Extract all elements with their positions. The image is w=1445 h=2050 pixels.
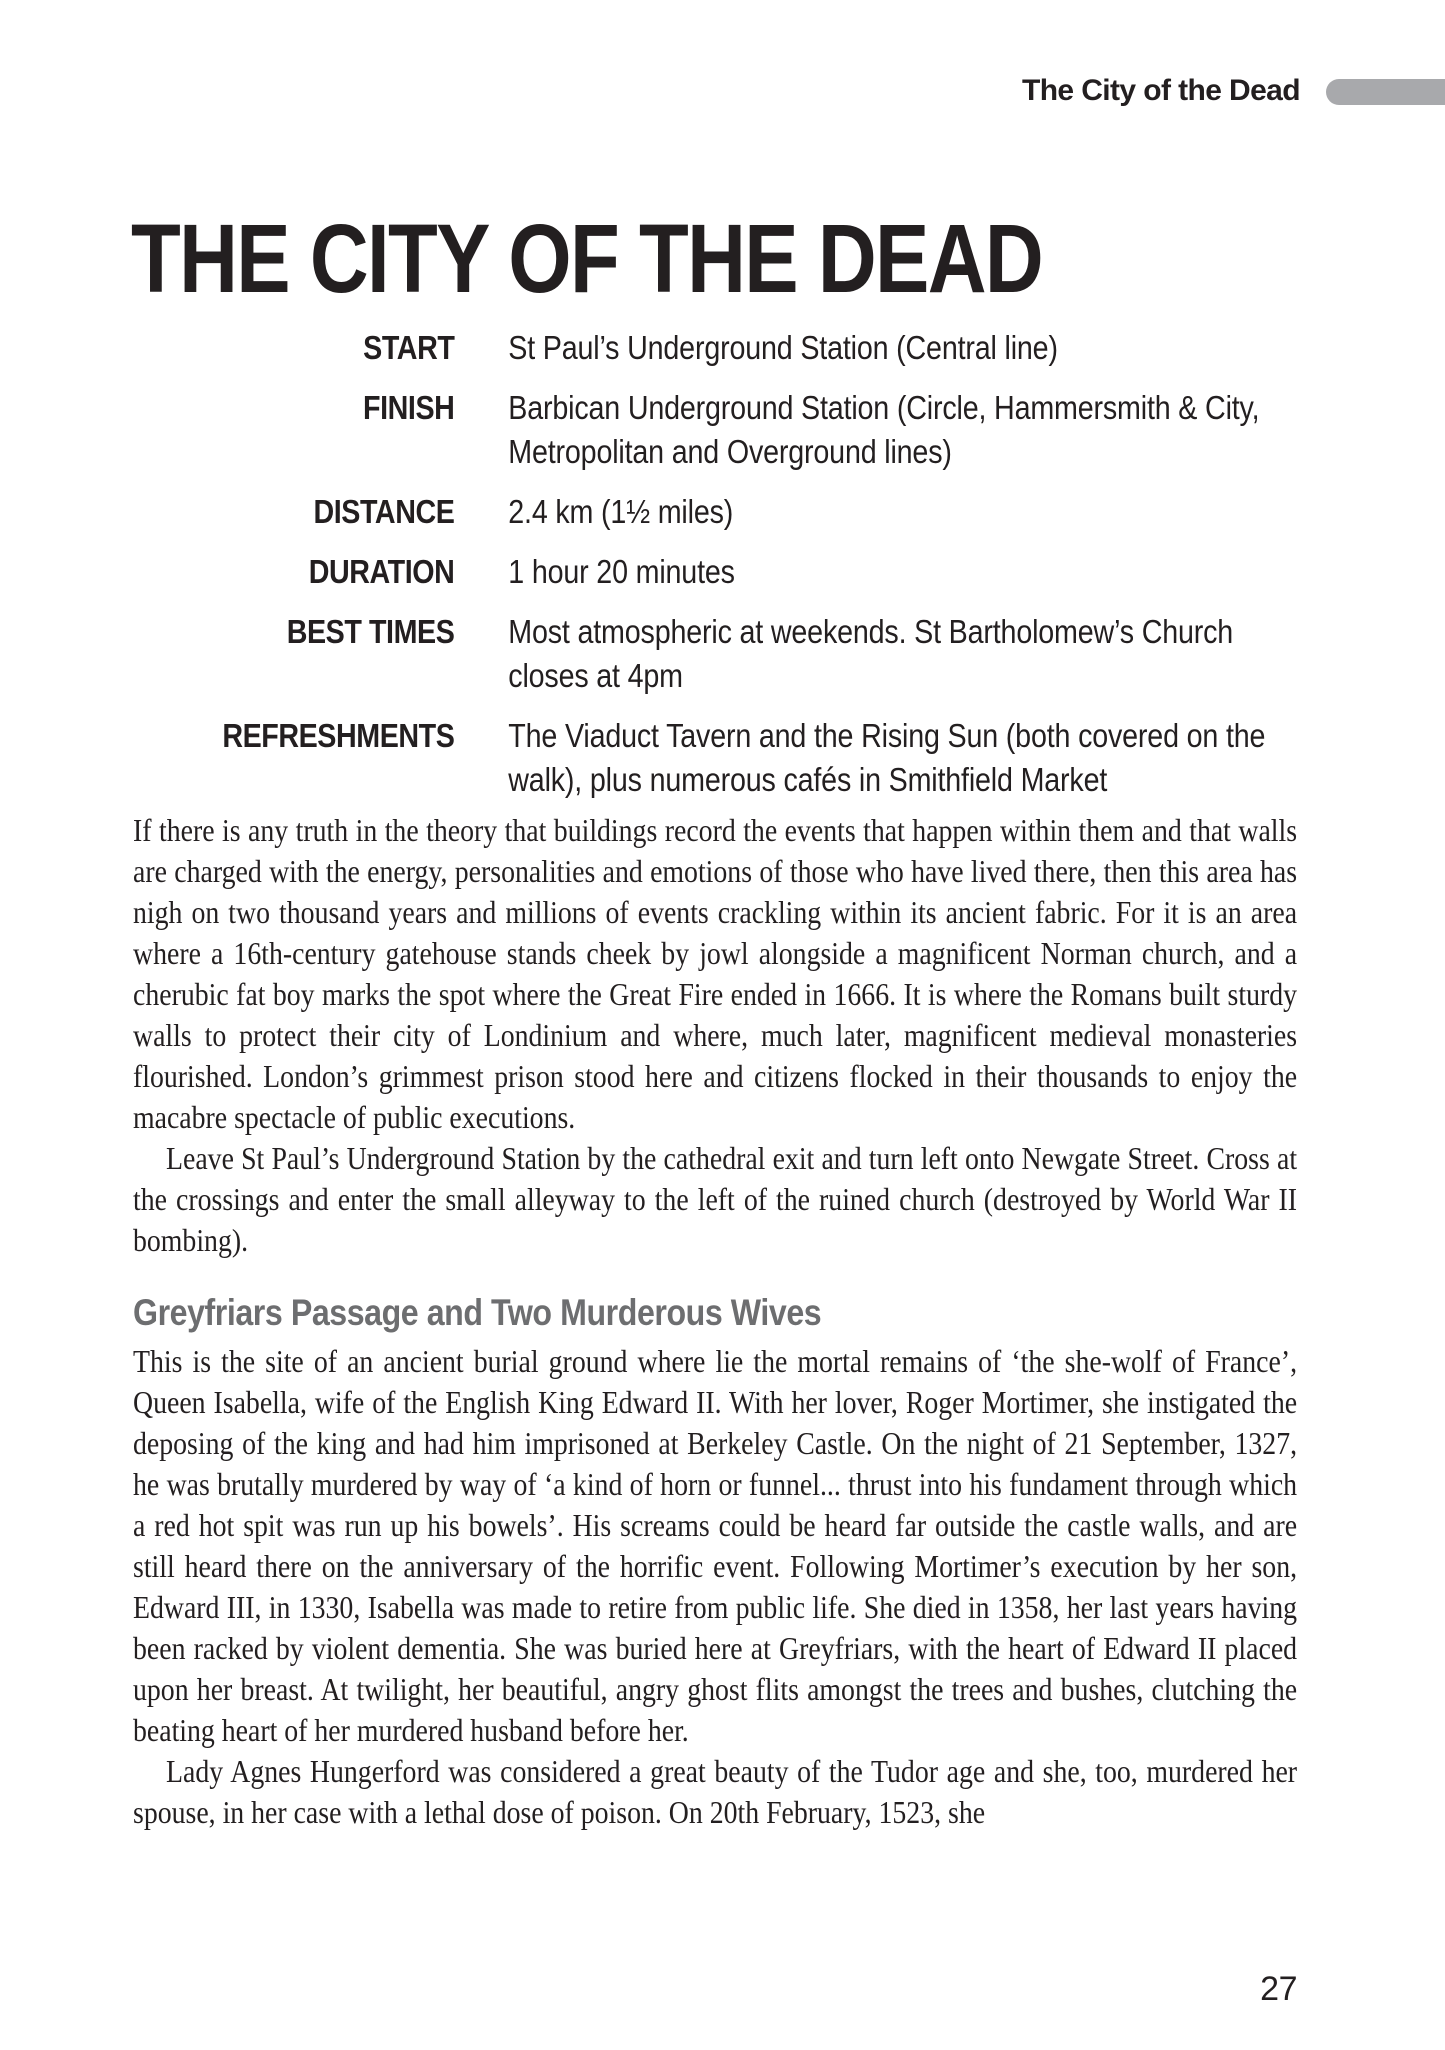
header-tab-bar xyxy=(1326,79,1445,105)
info-label: DURATION xyxy=(308,553,455,590)
info-label: DISTANCE xyxy=(313,493,455,530)
info-label: FINISH xyxy=(363,389,455,426)
running-header: The City of the Dead xyxy=(1021,74,1300,107)
page-title: THE CITY OF THE DEAD xyxy=(131,203,1043,313)
info-value: St Paul’s Underground Station (Central line) xyxy=(508,329,1058,366)
info-row-refreshments xyxy=(133,714,1297,802)
info-value: Most atmospheric at weekends. St Bartholomew’s Church closes at 4pm xyxy=(508,613,1234,694)
section-paragraph: This is the site of an ancient burial ground where lie the mortal remains of ‘the she-wolf of France’, Queen Isabella, wife of the English King Edward II. With her lover, Roger Mortimer, she instigated the deposing of the king and had him imprisoned at Berkeley Castle. On the night of 21 September, 1327, he was brutally murdered by way of ‘a kind of horn or funnel... thrust into his fundament through which a red hot spit was run up his bowels’. His screams could be heard far outside the castle walls, and are still heard there on the anniversary of the horrific event. Following Mortimer’s execution by her son, Edward III, in 1330, Isabella was made to retire from public life. She died in 1358, her last years having been racked by violent dementia. She was buried here at Greyfriars, with the heart of Edward II placed upon her breast. At twilight, her beautiful, angry ghost flits amongst the trees and bushes, clutching the beating heart of her murdered husband before her. xyxy=(133,1343,1298,1748)
info-row-distance xyxy=(133,490,1297,534)
info-row-finish xyxy=(133,386,1297,474)
body-text-column xyxy=(133,810,1297,1833)
walk-info-table xyxy=(133,326,1297,818)
info-label: BEST TIMES xyxy=(286,613,455,650)
info-row-start xyxy=(133,326,1297,370)
info-label: START xyxy=(363,329,455,366)
info-label: REFRESHMENTS xyxy=(222,717,455,754)
info-value: 1 hour 20 minutes xyxy=(508,553,735,590)
info-row-best-times xyxy=(133,610,1297,698)
intro-paragraph: If there is any truth in the theory that buildings record the events that happen within them and that walls are charged with the energy, personalities and emotions of those who have lived there, then this area has nigh on two thousand years and millions of events crackling within its ancient fabric. For it is an area where a 16th-century gatehouse stands cheek by jowl alongside a magnificent Norman church, and a cherubic fat boy marks the spot where the Great Fire ended in 1666. It is where the Romans built sturdy walls to protect their city of Londinium and where, much later, magnificent medieval monasteries flourished. London’s grimmest prison stood here and citizens flocked in their thousands to enjoy the macabre spectacle of public executions. xyxy=(133,812,1298,1135)
directions-paragraph: Leave St Paul’s Underground Station by the cathedral exit and turn left onto Newgate Street. Cross at the crossings and enter the small alleyway to the left of the ruined church (destroyed by World War II bombing). xyxy=(133,1140,1298,1258)
info-value: Barbican Underground Station (Circle, Hammersmith & City, Metropolitan and Overground lines) xyxy=(508,389,1260,470)
section-paragraph: Lady Agnes Hungerford was considered a great beauty of the Tudor age and she, too, murdered her spouse, in her case with a lethal dose of poison. On 20th February, 1523, she xyxy=(133,1753,1298,1830)
info-value: 2.4 km (1½ miles) xyxy=(508,493,734,530)
page-number: 27 xyxy=(1260,1970,1297,2008)
section-heading: Greyfriars Passage and Two Murderous Wives xyxy=(133,1292,822,1333)
info-row-duration xyxy=(133,550,1297,594)
info-value: The Viaduct Tavern and the Rising Sun (both covered on the walk), plus numerous cafés in Smithfield Market xyxy=(508,717,1266,798)
